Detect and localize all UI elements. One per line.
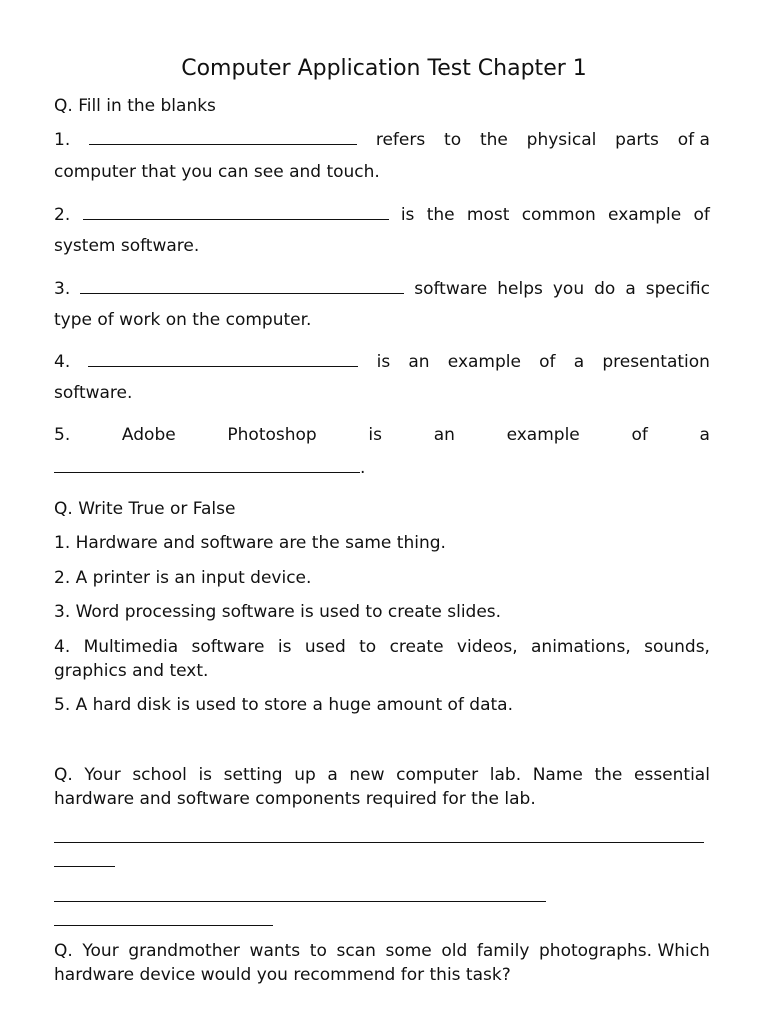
word: an [433,425,455,445]
answer-blank[interactable] [88,350,358,367]
word: up [294,765,316,785]
word: software [191,637,265,657]
word: is [368,425,382,445]
question-number: 5. [54,425,71,445]
word: school [132,765,187,785]
question-continuation: software. [54,383,133,403]
word: do [594,279,616,299]
fill-blank-question-2 [54,203,710,227]
question-continuation [54,456,365,480]
fill-blank-question-3 [54,277,710,301]
lab-question [54,763,710,787]
question-number: 4. [54,352,71,372]
word: to [309,941,327,961]
answer-line[interactable] [54,901,546,902]
word: example [447,352,521,372]
question-continuation: hardware and software components required for the lab. [54,789,536,809]
answer-line[interactable] [54,925,273,926]
fill-blank-question-4 [54,350,710,374]
word: Your [84,765,121,785]
word: essential [634,765,710,785]
word: sounds, [644,637,710,657]
word: parts [615,130,659,150]
word: of [693,205,710,225]
word: a [625,279,636,299]
answer-line[interactable] [54,842,704,843]
answer-blank[interactable] [54,456,360,473]
word: presentation [602,352,710,372]
word: specific [645,279,710,299]
true-false-item-2: 2. A printer is an input device. [54,568,312,588]
word: you [552,279,585,299]
word: an [408,352,430,372]
word: lab. [489,765,522,785]
word: Multimedia [83,637,179,657]
word: helps [497,279,543,299]
word: Q. [54,941,73,961]
question-number: 3. [54,279,71,299]
word: a [327,765,338,785]
word: physical [526,130,597,150]
word: of a [677,130,710,150]
word: to [444,130,462,150]
word: refers [375,130,426,150]
word: of [539,352,556,372]
question-continuation: hardware device would you recommend for this task? [54,965,511,985]
answer-blank[interactable] [80,277,404,294]
page-title: Computer Application Test Chapter 1 [181,56,587,81]
section-heading-fill-blanks: Q. Fill in the blanks [54,96,216,116]
question-continuation: system software. [54,236,200,256]
word: family [476,941,530,961]
word: most [466,205,510,225]
section-heading-true-false: Q. Write True or False [54,499,236,519]
fill-blank-question-1 [54,128,710,152]
question-continuation: graphics and text. [54,661,209,681]
fill-blank-question-5 [54,423,710,447]
word: is [400,205,415,225]
word: Name [532,765,583,785]
word: the [479,130,508,150]
answer-blank[interactable] [89,128,357,145]
word: create [389,637,444,657]
word: common [521,205,596,225]
word: videos, [456,637,518,657]
word: the [594,765,623,785]
question-number: 1. [54,130,71,150]
word: is [376,352,391,372]
word: a [699,425,710,445]
period: . [360,458,366,478]
word: a [573,352,585,372]
word: setting [223,765,283,785]
word: is [277,637,292,657]
word: Photoshop [227,425,317,445]
question-continuation: computer that you can see and touch. [54,162,380,182]
word: used [304,637,346,657]
answer-blank[interactable] [83,203,389,220]
true-false-item-3: 3. Word processing software is used to create slides. [54,602,502,622]
word: computer [396,765,479,785]
word: is [198,765,213,785]
word: photographs. Which [539,941,710,961]
word: new [349,765,385,785]
word: old [441,941,468,961]
true-false-item-4 [54,635,710,659]
word: some [385,941,432,961]
true-false-item-1: 1. Hardware and software are the same thing. [54,533,446,553]
word: the [426,205,455,225]
true-false-item-5: 5. A hard disk is used to store a huge amount of data. [54,695,513,715]
word: example [506,425,580,445]
word: 4. [54,637,71,657]
scanner-question [54,939,710,963]
word: Adobe [121,425,176,445]
question-number: 2. [54,205,71,225]
word: example [608,205,682,225]
word: scan [336,941,376,961]
word: software [414,279,488,299]
word: of [631,425,648,445]
word: to [359,637,377,657]
word: animations, [531,637,631,657]
question-continuation: type of work on the computer. [54,310,312,330]
word: grandmother [128,941,240,961]
word: Q. [54,765,73,785]
word: wants [249,941,301,961]
word: Your [82,941,119,961]
answer-line[interactable] [54,866,115,867]
